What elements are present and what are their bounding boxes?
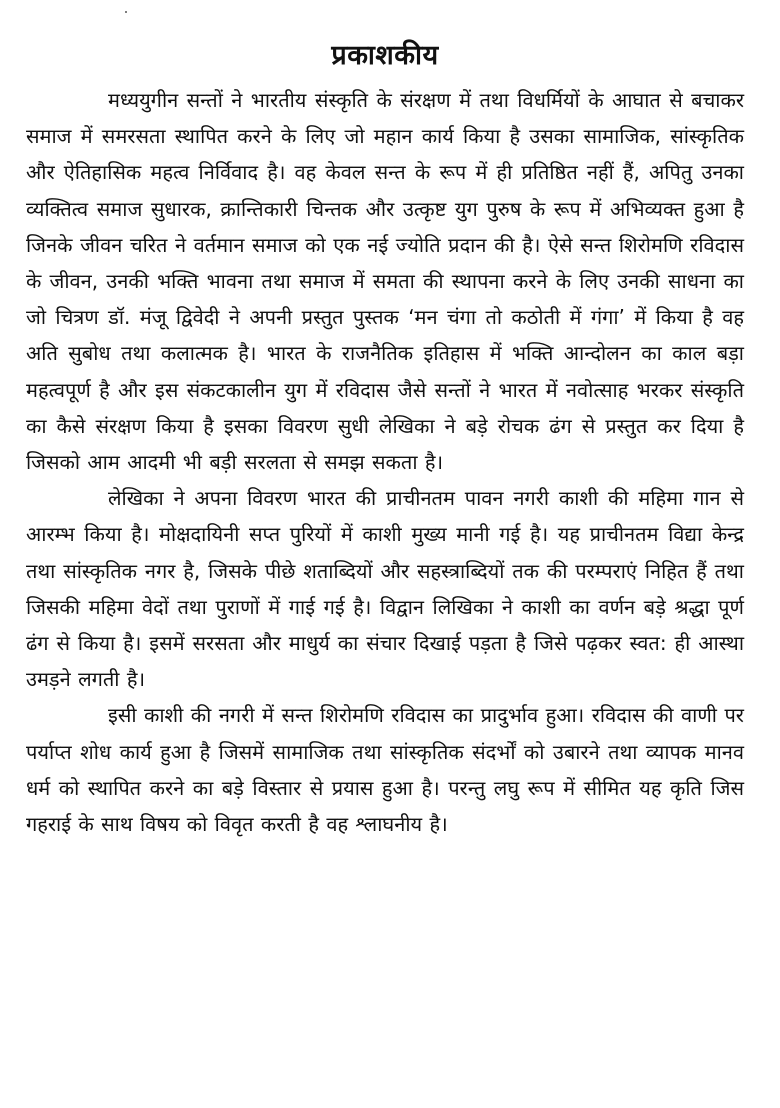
paragraph-1: मध्ययुगीन सन्तों ने भारतीय संस्कृति के संरक्षण में तथा विधर्मियों के आघात से बचाकर समाज में समरसता स्थापित करने के लिए जो महान कार्य किया है उसका सामाजिक, सांस्कृतिक और ऐतिहासिक महत्व निर्विवाद है। वह केवल सन्त के रूप में ही प्रतिष्ठित नहीं हैं, अपितु उनका व्यक्तित्व समाज सुधारक, क्रान्तिकारी चिन्तक और उत्कृष्ट युग पुरुष के रूप में अभिव्यक्त हुआ है जिनके जीवन चरित ने वर्तमान समाज को एक नई ज्योति प्रदान की है। ऐसे सन्त शिरोमणि रविदास के जीवन, उनकी भक्ति भावना तथा समाज में समता की स्थापना करने के लिए उनकी साधना का जो चित्रण डॉ. मंजू द्विवेदी ने अपनी प्रस्तुत पुस्तक ‘मन चंगा तो कठोती में गंगा’ में किया है वह अति सुबोध तथा कलात्मक है। भारत के राजनैतिक इतिहास में भक्ति आन्दोलन का काल बड़ा महत्वपूर्ण है और इस संकटकालीन युग में रविदास जैसे सन्तों ने भारत में नवोत्साह भरकर संस्कृति का कैसे संरक्षण किया है इसका विवरण सुधी लेखिका ने बड़े रोचक ढंग से प्रस्तुत कर दिया है जिसको आम आदमी भी बड़ी सरलता से समझ सकता है। <box>26 88 744 475</box>
page-title: प्रकाशकीय <box>331 40 439 71</box>
paragraph-2: लेखिका ने अपना विवरण भारत की प्राचीनतम पावन नगरी काशी की महिमा गान से आरम्भ किया है। मोक्षदायिनी सप्त पुरियों में काशी मुख्य मानी गई है। यह प्राचीनतम विद्या केन्द्र तथा सांस्कृतिक नगर है, जिसके पीछे शताब्दियों और सहस्त्राब्दियों तक की परम्पराएं निहित हैं तथा जिसकी महिमा वेदों तथा पुराणों में गाई गई है। विद्वान लिखिका ने काशी का वर्णन बड़े श्रद्धा पूर्ण ढंग से किया है। इसमें सरसता और माधुर्य का संचार दिखाई पड़ता है जिसे पढ़कर स्वत: ही आस्था उमड़ने लगती है। <box>26 486 744 692</box>
paragraph-3: इसी काशी की नगरी में सन्त शिरोमणि रविदास का प्रादुर्भाव हुआ। रविदास की वाणी पर पर्याप्त शोध कार्य हुआ है जिसमें सामाजिक तथा सांस्कृतिक संदर्भों को उबारने तथा व्यापक मानव धर्म को स्थापित करने का बड़े विस्तार से प्रयास हुआ है। परन्तु लघु रूप में सीमित यह कृति जिस गहराई के साथ विषय को विवृत करती है वह श्लाघनीय है। <box>26 703 744 837</box>
scan-speck <box>125 11 127 13</box>
